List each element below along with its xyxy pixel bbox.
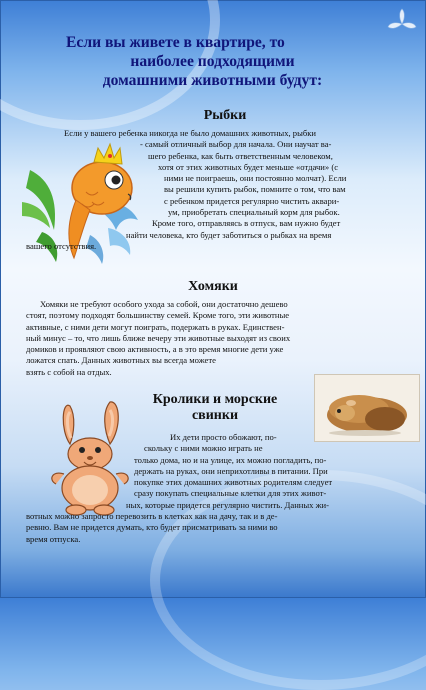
- text-line: ревню. Вам не придется думать, кто будет присматривать за ними во: [26, 522, 278, 533]
- text-line: шего ребенка, как быть ответственным человеком,: [148, 150, 333, 161]
- text-line: найти человека, кто будет заботиться о рыбках на время: [126, 229, 332, 240]
- section-title-rabbits: [150, 392, 280, 424]
- text-line: хотя от этих животных будет меньше «отдачи» (с: [158, 161, 339, 172]
- section-title-fish: Рыбки: [203, 108, 247, 123]
- text-line: ный минус – то, что лишь ближе вечеру эти животные выходят из своих: [26, 332, 291, 343]
- heading-line: наиболее подходящими: [130, 53, 295, 70]
- text-line: домиков и проявляют свою активность, а в это время многие дети уже: [26, 344, 284, 355]
- text-line: скольку с ними можно играть не: [144, 443, 263, 454]
- title-line: свинки: [191, 408, 239, 423]
- text-line: Если у вашего ребенка никогда не было домашних животных, рыбки: [64, 128, 317, 138]
- text-line: сразу покупать специальные клетки для этих живот-: [134, 488, 327, 499]
- text-line: - самый отличный выбор для начала. Они научат ва-: [140, 139, 332, 150]
- title-line: Кролики и морские: [152, 392, 278, 407]
- section-title-hamster: Хомяки: [188, 279, 238, 294]
- text-line: ними не поиграешь, они постоянно молчат). Если: [164, 173, 347, 184]
- text-line: только дома, но и на улице, их можно погладить, по-: [134, 454, 327, 465]
- text-line: ных, которые придется регулярно чистить. Данных жи-: [126, 499, 330, 510]
- rabbits-paragraph: [26, 432, 396, 545]
- text-line: активные, с ними дети могут поиграть, подержать в руках. Единствен-: [26, 321, 285, 332]
- text-line: держать на руках, они неприхотливы в питании. При: [134, 465, 328, 476]
- text-line: вотных можно запросто перевозить в клетках как на дачу, так и в де-: [26, 511, 278, 522]
- text-line: Хомяки не требуют особого ухода за собой, они достаточно дешево: [40, 299, 288, 309]
- heading-line: домашними животными будут:: [102, 72, 323, 89]
- page-heading: [40, 33, 385, 90]
- text-line: вашего отсутствия.: [26, 240, 97, 251]
- text-line: Их дети просто обожают, по-: [170, 432, 277, 442]
- hamster-paragraph: [26, 299, 396, 378]
- text-line: покупке этих домашних животных родителям следует: [134, 477, 333, 488]
- flower-icon: [386, 8, 418, 40]
- heading-line: Если вы живете в квартире, то: [66, 34, 285, 51]
- text-line: ложатся спать. Данных животных вы всегда можете: [26, 355, 216, 366]
- text-line: вы решили купить рыбок, помните о том, что вам: [164, 184, 346, 195]
- fish-paragraph: [26, 128, 391, 252]
- text-line: Кроме того, отправляясь в отпуск, вам нужно будет: [152, 218, 341, 229]
- text-line: взять с собой на отдых.: [26, 366, 112, 377]
- text-line: ум, приобретать специальный корм для рыбок.: [168, 207, 340, 218]
- text-line: время отпуска.: [26, 533, 81, 544]
- text-line: с ребенком придется регулярно чистить аквари-: [164, 195, 340, 206]
- text-line: стоят, поэтому подходят большинству семей. Кроме того, эти животные: [26, 310, 290, 321]
